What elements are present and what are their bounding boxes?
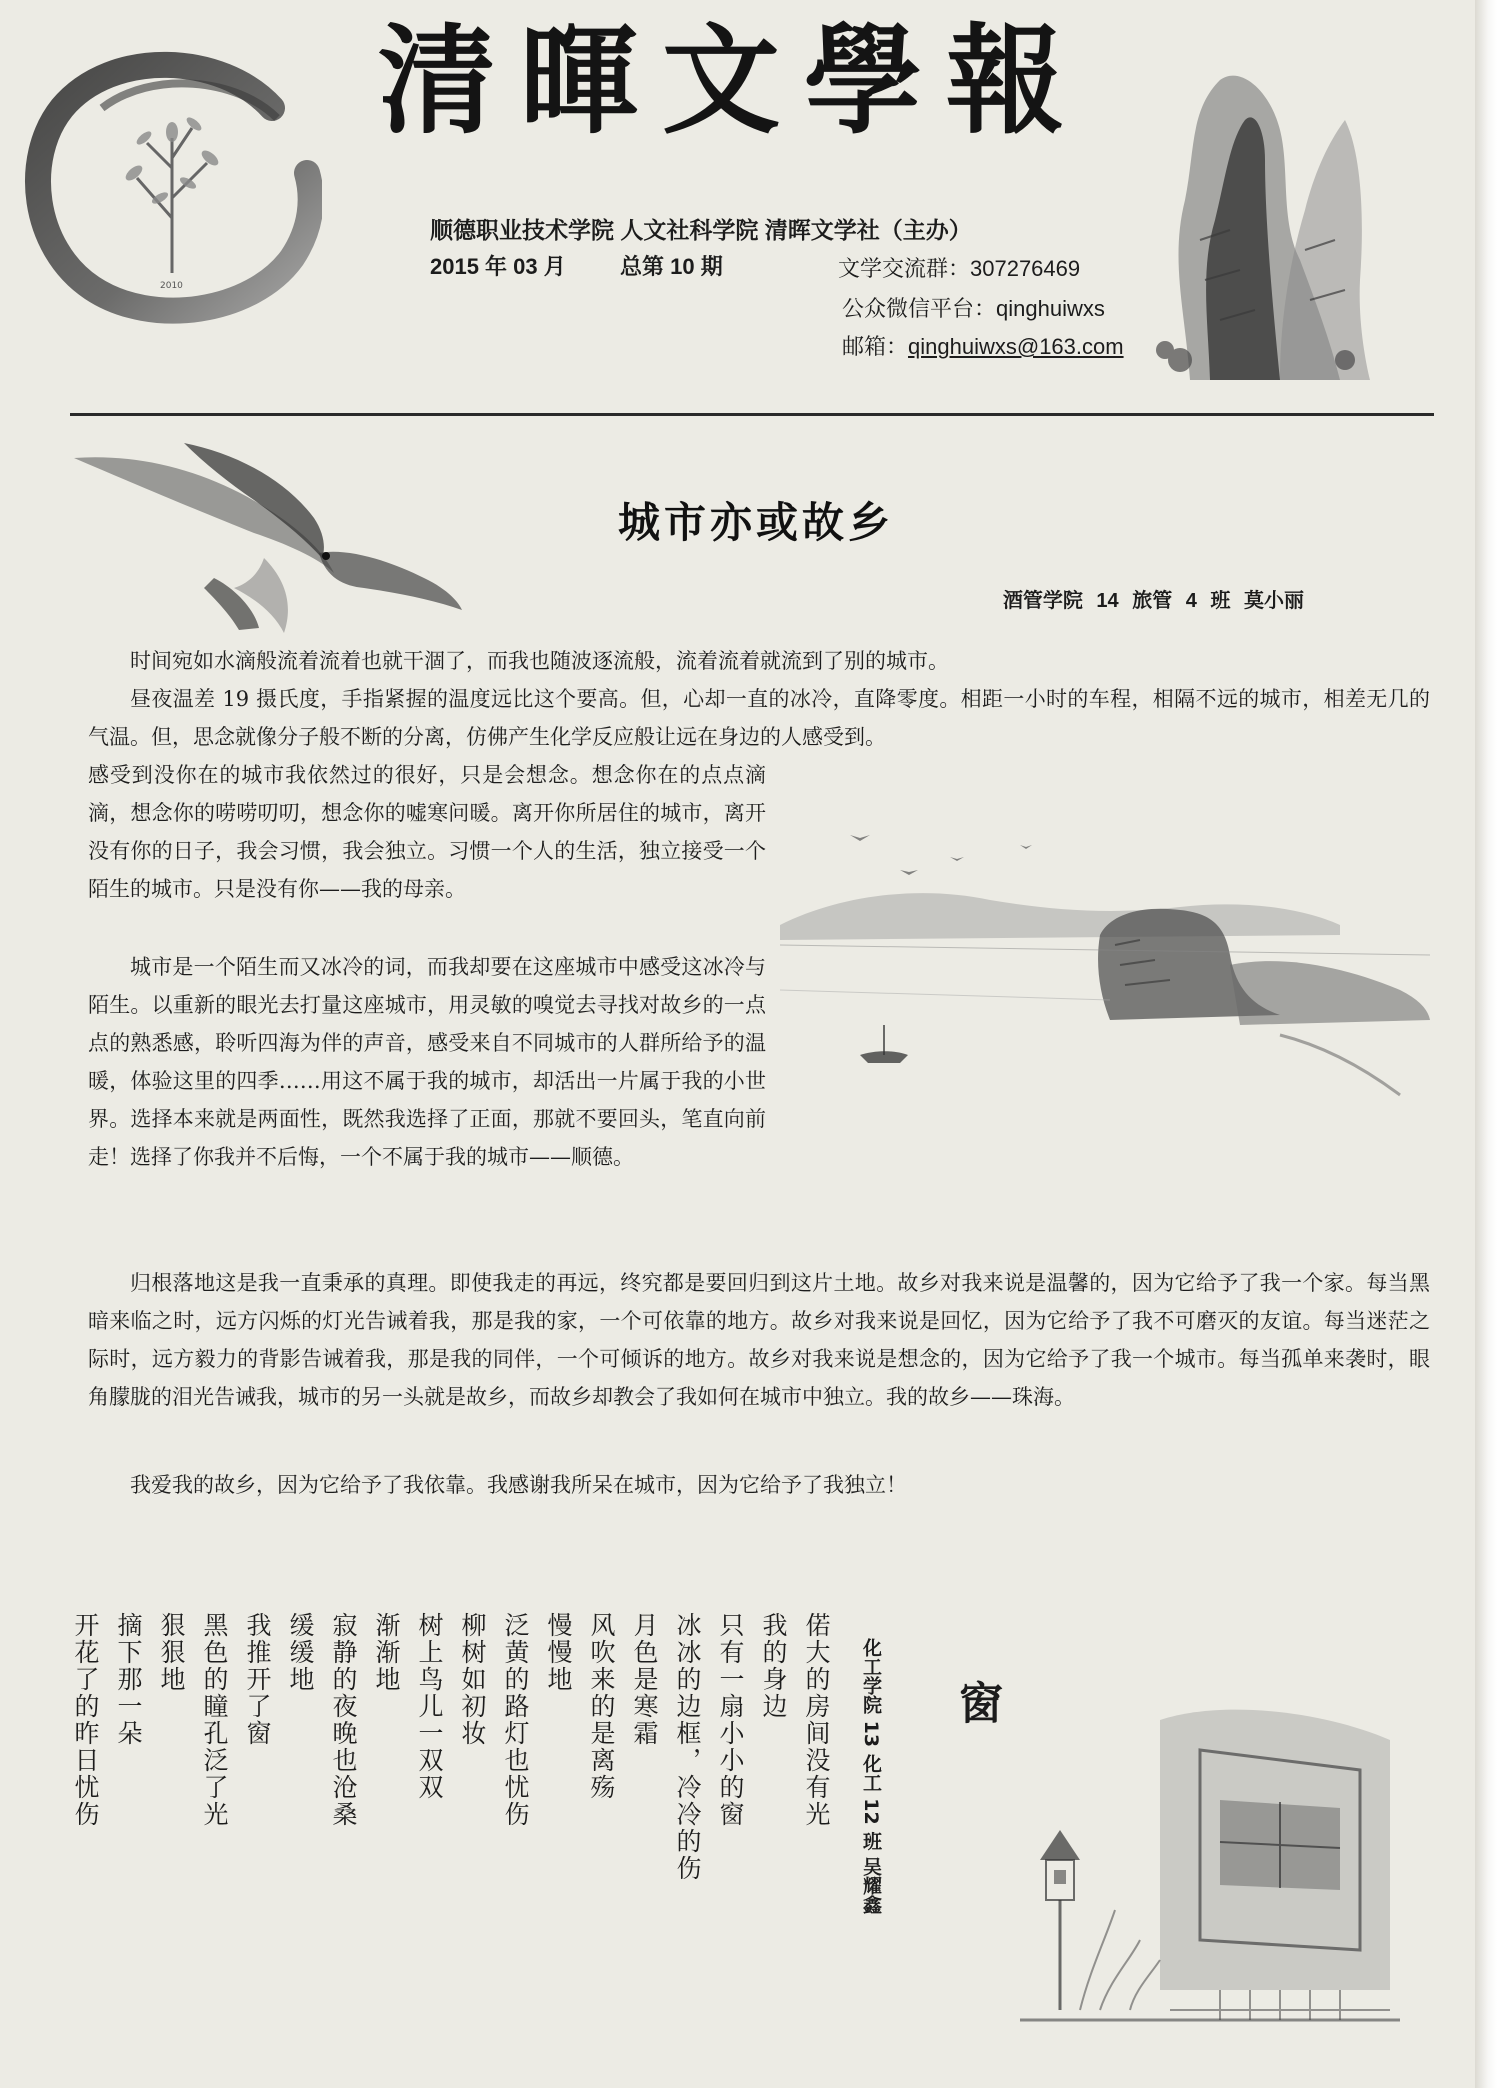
poem-line: 缓缓地 <box>286 1612 315 1693</box>
poem-line: 风吹来的是离殇 <box>587 1612 616 1801</box>
poem-line: 黑色的瞳孔泛了光 <box>200 1612 229 1828</box>
poem-line: 我的身边 <box>759 1612 788 1720</box>
wechat-account: 公众微信平台：qinghuiwxs <box>842 296 1105 321</box>
article-paragraph-2 <box>88 680 1430 756</box>
poem-title: 窗 <box>951 1680 1002 1724</box>
poem-line: 柳树如初妆 <box>458 1612 487 1747</box>
email-label: 邮箱： <box>842 334 909 359</box>
poem-line: 狠狠地 <box>157 1612 186 1693</box>
article-paragraph-1: 时间宛如水滴般流着流着也就干涸了，而我也随波逐流般，流着流着就流到了别的城市。 <box>130 649 949 673</box>
mountain-ink-painting <box>1130 60 1380 380</box>
bird-ink-painting <box>64 438 464 638</box>
article-paragraph-2-text: 昼夜温差 19 摄氏度，手指紧握的温度远比这个要高。但，心却一直的冰冷，直降零度。相距一小时的车程，相隔不远的城市，相差无几的气温。但，思念就像分子般不断的分离，仿佛产生化学反应般让远在身边的人感受到。 <box>88 687 1430 749</box>
email-link[interactable]: qinghuiwxs@163.com <box>908 334 1124 359</box>
article-paragraph-5: 我爱我的故乡，因为它给予了我依靠。我感谢我所呆在城市，因为它给予了我独立！ <box>130 1473 907 1497</box>
poem-line: 树上鸟儿一双双 <box>415 1612 444 1801</box>
poem-line: 寂静的夜晚也沧桑 <box>329 1612 358 1828</box>
poem-line: 我推开了窗 <box>243 1612 272 1747</box>
poem-line: 只有一扇小小的窗 <box>716 1612 745 1828</box>
poem-line: 冰冰的边框，冷冷的伤 <box>673 1612 702 1882</box>
poem-byline: 化工学院 13 化工 12 班 吴耀鑫 <box>860 1638 882 1914</box>
header-divider <box>70 413 1434 416</box>
literary-society-logo <box>22 48 322 328</box>
email-line <box>842 330 1124 361</box>
article-paragraph-2-continued: 感受到没你在的城市我依然过的很好，只是会想念。想念你在的点点滴滴，想念你的唠唠叨叨，想念你的嘘寒问暖。离开你所居住的城市，离开没有你的日子，我会习惯，我会独立。习惯一个人的生活，独立接受一个陌生的城市。只是没有你——我的母亲。 <box>88 763 766 901</box>
window-house-ink-painting <box>1020 1690 1400 2030</box>
logo-year: 2010 <box>160 281 183 291</box>
article-paragraph-4: 归根落地这是我一直秉承的真理。即使我走的再远，终究都是要回归到这片土地。故乡对我来说是温馨的，因为它给予了我一个家。每当黑暗来临之时，远方闪烁的灯光告诫着我，那是我的家，一个可依靠的地方。故乡对我来说是回忆，因为它给予了我不可磨灭的友谊。每当迷茫之际时，远方毅力的背影告诫着我，那是我的同伴，一个可倾诉的地方。故乡对我来说是想念的，因为它给予了我一个城市。每当孤单来袭时，眼角朦胧的泪光告诫我，城市的另一头就是故乡，而故乡却教会了我如何在城市中独立。我的故乡——珠海。 <box>88 1271 1430 1409</box>
newspaper-title: 清暉文學報 <box>378 11 1089 150</box>
page-edge <box>1475 0 1497 2088</box>
poem-line: 渐渐地 <box>372 1612 401 1693</box>
poem-line: 慢慢地 <box>544 1612 573 1693</box>
article-paragraph-3: 城市是一个陌生而又冰冷的词，而我却要在这座城市中感受这冰冷与陌生。以重新的眼光去打量这座城市，用灵敏的嗅觉去寻找对故乡的一点点的熟悉感，聆听四海为伴的声音，感受来自不同城市的人群所给予的温暖，体验这里的四季……用这不属于我的城市，却活出一片属于我的小世界。选择本来就是两面性，既然我选择了正面，那就不要回头，笔直向前走！选择了你我并不后悔，一个不属于我的城市——顺德。 <box>88 955 766 1169</box>
issue-date: 2015 年 03 月 <box>430 254 566 279</box>
poem-line: 月色是寒霜 <box>630 1612 659 1747</box>
poem-body <box>71 1612 838 1992</box>
poem-line: 开花了的昨日忧伤 <box>71 1612 100 1828</box>
qq-group: 文学交流群：307276469 <box>838 256 1081 281</box>
poem-line: 偌大的房间没有光 <box>802 1612 831 1828</box>
article-byline: 酒管学院 14 旅管 4 班 莫小丽 <box>1002 590 1304 612</box>
lake-landscape-ink-painting <box>780 815 1430 1105</box>
article-title: 城市亦或故乡 <box>618 498 895 547</box>
issue-number: 总第 10 期 <box>620 254 723 279</box>
host-organizations: 顺德职业技术学院 人文社科学院 清晖文学社（主办） <box>430 217 972 243</box>
poem-line: 摘下那一朵 <box>114 1612 143 1747</box>
poem-line: 泛黄的路灯也忧伤 <box>501 1612 530 1828</box>
